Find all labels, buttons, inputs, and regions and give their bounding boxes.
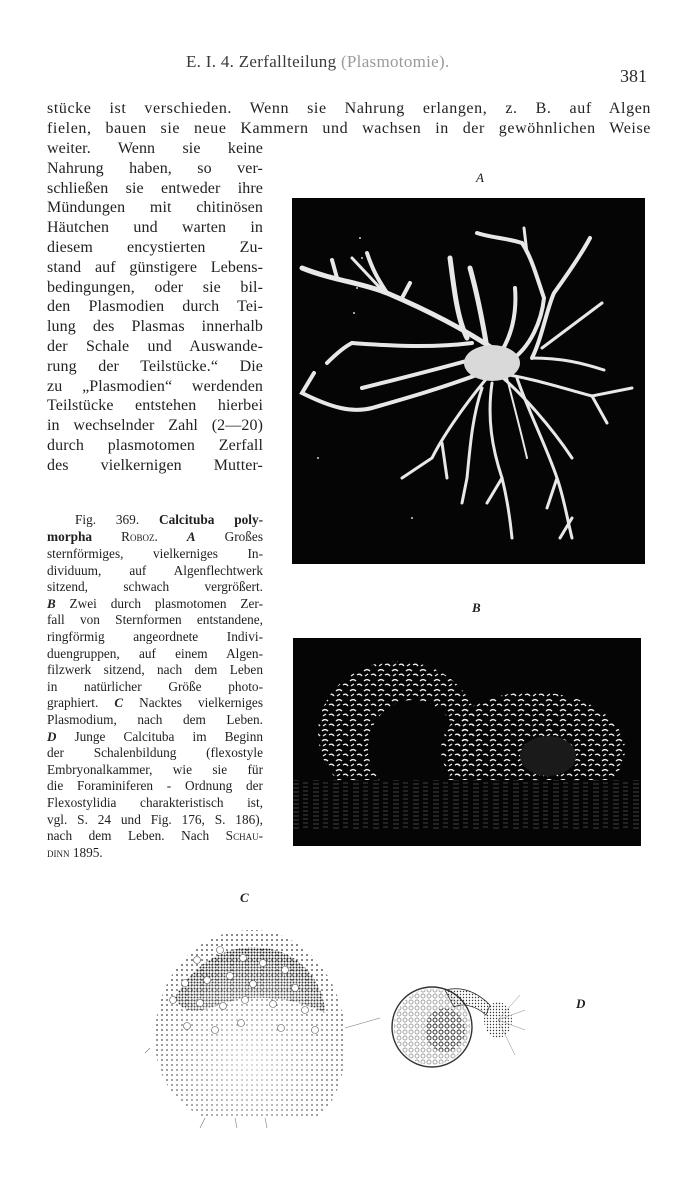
caption-text: nach dem Leben. Nach xyxy=(47,828,210,844)
caption-marker-c: C xyxy=(114,695,124,711)
body-line: durch plasmotomen Zerfall xyxy=(47,437,263,454)
figure-b-label: B xyxy=(472,600,481,615)
body-line: bedingungen, oder sie bil- xyxy=(47,278,263,296)
body-line: in wechselnder Zahl (2—20) xyxy=(47,417,263,435)
body-line: schließen sie entweder ihre xyxy=(47,179,263,197)
caption-text: Zwei durch plasmotomen Zer- xyxy=(69,595,263,611)
body-line: weiter. Wenn sie keine xyxy=(47,140,263,157)
caption-text: ringförmig angeordnete Indivi- xyxy=(47,629,263,644)
star-organism-center xyxy=(464,345,520,381)
caption-line xyxy=(47,563,263,579)
ring-groups-illustration xyxy=(293,638,641,846)
caption-text: die Foraminiferen - Ordnung der xyxy=(47,778,263,794)
caption-line xyxy=(47,712,263,728)
caption-line xyxy=(47,762,263,778)
caption-line xyxy=(47,695,263,711)
body-line: Mündungen mit chitinösen xyxy=(47,199,263,217)
figure-b-photo xyxy=(293,638,641,846)
body-line: lung des Plasmas innerhalb xyxy=(47,318,263,336)
algae-felt xyxy=(293,780,641,830)
running-head xyxy=(186,52,450,72)
caption-line xyxy=(47,845,263,861)
body-line: stand auf günstigere Lebens- xyxy=(47,258,263,276)
caption-line xyxy=(47,596,263,612)
caption-line xyxy=(47,679,263,695)
plasmodium-illustration xyxy=(145,918,385,1128)
caption-text: Plasmodium, nach dem Leben. xyxy=(47,712,263,727)
caption-text: 1895. xyxy=(72,844,103,860)
fig-number: Fig. 369. xyxy=(75,512,140,527)
body-line: rung der Teilstücke.“ Die xyxy=(47,357,263,375)
author-name: Roboz. xyxy=(121,529,158,544)
author-name: Schau- xyxy=(225,828,263,844)
species-name: Calcituba poly- xyxy=(158,512,264,527)
page-number: 381 xyxy=(620,66,647,86)
caption-text: der Schalenbildung (flexostyle xyxy=(47,745,263,761)
caption-line xyxy=(47,745,263,761)
caption-line xyxy=(47,828,263,844)
figure-a-photo xyxy=(292,198,645,564)
caption-line xyxy=(47,778,263,794)
running-head-parenthetical: (Plasmotomie). xyxy=(340,52,450,71)
caption-line xyxy=(47,579,263,595)
caption-line xyxy=(47,729,263,745)
caption-marker-a: A xyxy=(186,529,196,544)
caption-text: filzwerk sitzend, nach dem Leben xyxy=(47,662,263,678)
figure-c-drawing xyxy=(145,918,385,1128)
caption-line xyxy=(47,612,263,628)
caption-text: sternförmiges, vielkerniges In- xyxy=(47,546,263,561)
body-line: diesem encystierten Zu- xyxy=(47,239,263,256)
caption-text: Großes xyxy=(224,529,263,544)
young-calcituba-illustration xyxy=(390,975,530,1075)
caption-line xyxy=(47,662,263,678)
body-line: des vielkernigen Mutter- xyxy=(47,456,263,474)
caption-line xyxy=(47,795,263,811)
caption-text: dividuum, auf Algenflechtwerk xyxy=(47,562,263,578)
caption-text: Flexostylidia charakteristisch ist, xyxy=(47,795,263,810)
author-name: dinn xyxy=(47,844,70,860)
body-line: der Schale und Auswande- xyxy=(47,338,263,355)
caption-marker-b: B xyxy=(47,595,56,611)
body-line: zu „Plasmodien“ werdenden xyxy=(47,377,263,395)
body-line: Nahrung haben, so ver- xyxy=(47,159,263,177)
caption-text: Nacktes vielkerniges xyxy=(139,695,263,711)
figure-d-drawing xyxy=(390,975,530,1075)
star-organism-illustration xyxy=(292,198,645,564)
caption-line xyxy=(47,629,263,645)
caption-line xyxy=(61,512,263,528)
figure-c-label: C xyxy=(240,890,249,905)
caption-line xyxy=(47,646,263,662)
running-head-title: E. I. 4. Zerfallteilung xyxy=(186,52,337,71)
body-line: Häutchen und warten in xyxy=(47,219,263,237)
caption-marker-d: D xyxy=(47,728,57,744)
caption-line xyxy=(47,546,263,562)
caption-text: sitzend, schwach vergrößert. xyxy=(47,579,263,595)
star-organism-branches xyxy=(302,228,632,538)
caption-line xyxy=(47,529,263,545)
caption-text: Embryonalkammer, wie sie für xyxy=(47,761,263,777)
caption-text: in natürlicher Größe photo- xyxy=(47,678,263,694)
body-line: den Plasmodien durch Tei- xyxy=(47,298,263,316)
species-name-cont: morpha xyxy=(47,529,93,544)
figure-d-label: D xyxy=(576,996,586,1011)
caption-text: vgl. S. 24 und Fig. 176, S. 186), xyxy=(47,811,263,827)
caption-text: graphiert. xyxy=(47,695,99,711)
caption-text: Junge Calcituba im Beginn xyxy=(74,728,263,744)
figure-a-label: A xyxy=(476,170,484,185)
body-line: fielen, bauen sie neue Kammern und wachsen in der gewöhnlichen Weise xyxy=(47,120,651,137)
body-line: stücke ist verschieden. Wenn sie Nahrung erlangen, z. B. auf Algen xyxy=(47,100,651,117)
caption-text: fall von Sternformen entstandene, xyxy=(47,612,263,628)
caption-text: duengruppen, auf einem Algen- xyxy=(47,645,263,661)
caption-line xyxy=(47,812,263,828)
body-line: Teilstücke entstehen hierbei xyxy=(47,397,263,415)
